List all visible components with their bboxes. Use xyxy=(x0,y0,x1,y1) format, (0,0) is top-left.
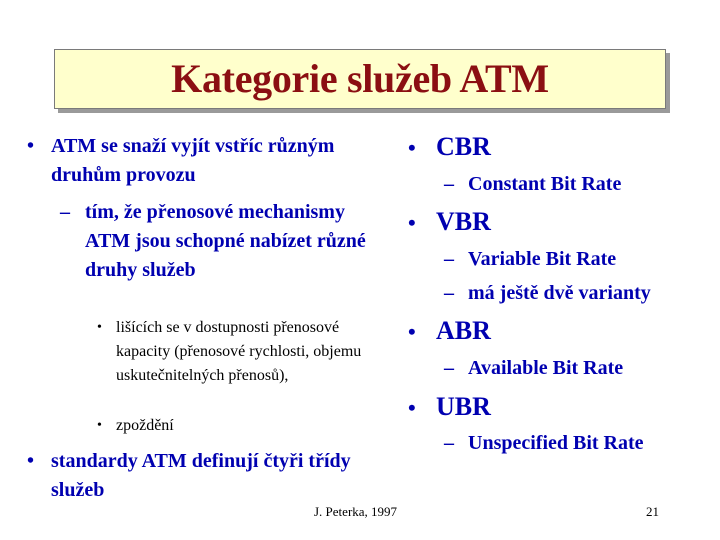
bullet-icon: • xyxy=(408,210,416,235)
bullet-text: standardy ATM definují čtyři třídy služeb xyxy=(51,450,351,501)
bullet-vbr xyxy=(408,207,708,237)
subsubbullet-text: lišících se v dostupnosti přenosové kapacity (přenosové rychlosti, objemu uskutečnitelných přenosů), xyxy=(116,319,362,384)
subbullet-vbr-note xyxy=(444,281,714,305)
subbullet-vbr-desc xyxy=(444,247,714,271)
dash-icon: – xyxy=(60,201,70,223)
dash-icon: – xyxy=(444,357,454,379)
subsubbullet-delay xyxy=(97,414,397,438)
dash-icon: – xyxy=(444,248,454,270)
service-class-label: ABR xyxy=(436,316,491,345)
dash-icon: – xyxy=(444,173,454,195)
service-class-desc: Constant Bit Rate xyxy=(468,173,622,195)
bullet-cbr xyxy=(408,132,708,162)
service-class-desc: Available Bit Rate xyxy=(468,357,624,379)
subbullet-abr-desc xyxy=(444,356,714,380)
bullet-icon: • xyxy=(408,135,416,160)
service-class-label: CBR xyxy=(436,132,491,161)
bullet-icon: • xyxy=(408,395,416,420)
bullet-icon: • xyxy=(27,450,35,472)
service-class-label: VBR xyxy=(436,207,491,236)
dash-icon: – xyxy=(444,432,454,454)
footer-author: J. Peterka, 1997 xyxy=(314,504,398,519)
slide-title: Kategorie služeb ATM xyxy=(171,56,549,101)
bullet-abr xyxy=(408,316,708,346)
subbullet-mechanisms xyxy=(60,198,390,285)
bullet-text: ATM se snaží vyjít vstříc různým druhům provozu xyxy=(51,135,335,186)
subbullet-ubr-desc xyxy=(444,431,714,455)
subbullet-cbr-desc xyxy=(444,172,714,196)
page-number: 21 xyxy=(646,504,659,519)
bullet-icon: • xyxy=(408,319,416,344)
service-class-note: má ještě dvě varianty xyxy=(468,282,651,304)
bullet-icon: • xyxy=(27,135,35,157)
bullet-ubr xyxy=(408,392,708,422)
bullet-four-classes xyxy=(27,447,387,505)
subsubbullet-capacity xyxy=(97,316,397,388)
bullet-atm-traffic xyxy=(27,132,407,190)
dash-icon: – xyxy=(444,282,454,304)
subbullet-text: tím, že přenosové mechanismy ATM jsou schopné nabízet různé druhy služeb xyxy=(85,201,366,281)
service-class-desc: Unspecified Bit Rate xyxy=(468,432,644,454)
bullet-icon: • xyxy=(97,418,102,433)
bullet-icon: • xyxy=(97,320,102,335)
service-class-label: UBR xyxy=(436,392,491,421)
subsubbullet-text: zpoždění xyxy=(116,417,174,434)
title-box xyxy=(54,49,666,109)
service-class-desc: Variable Bit Rate xyxy=(468,248,617,270)
